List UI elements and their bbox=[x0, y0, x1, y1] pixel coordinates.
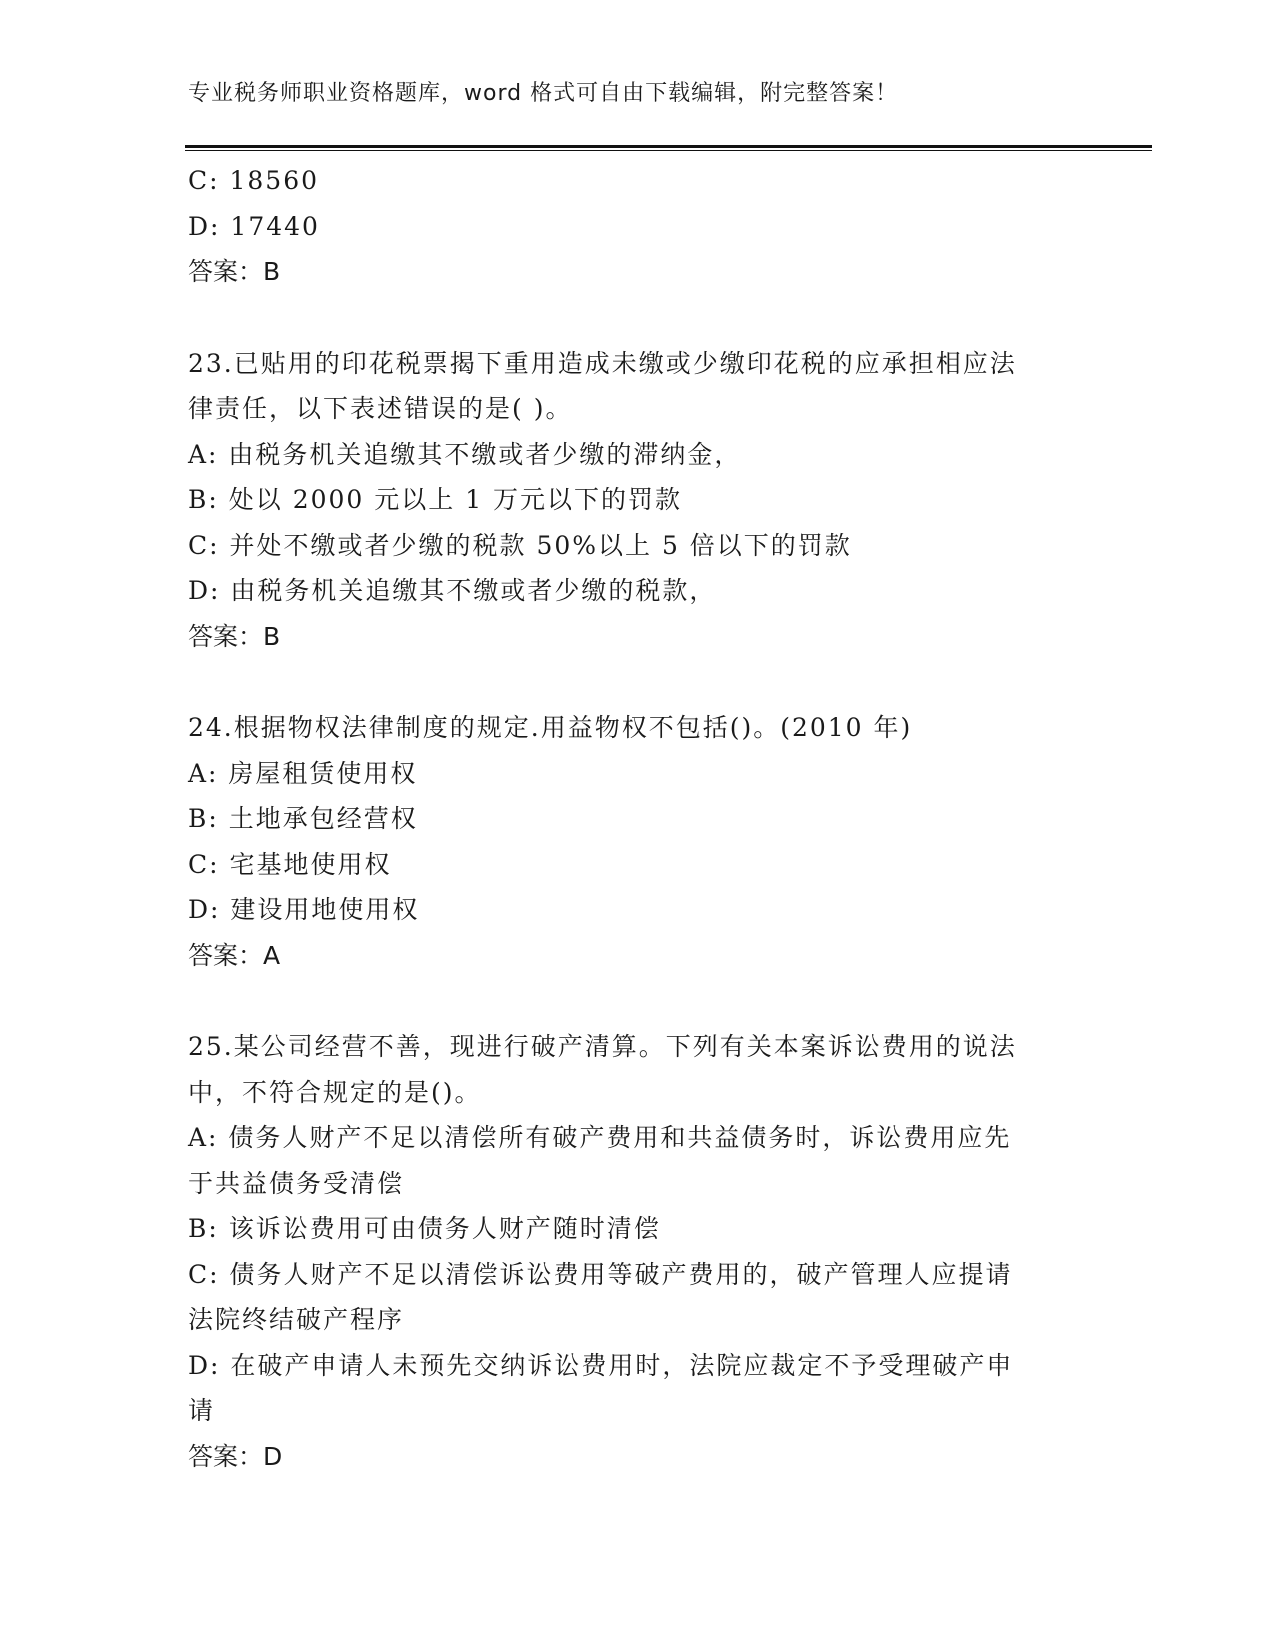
question-block bbox=[188, 158, 1088, 295]
option-line: B: 土地承包经营权 bbox=[188, 804, 418, 833]
option-line: D: 由税务机关追缴其不缴或者少缴的税款， bbox=[188, 576, 717, 605]
question-text: 25.某公司经营不善，现进行破产清算。下列有关本案诉讼费用的说法 bbox=[188, 1032, 1017, 1061]
option-line: A: 债务人财产不足以清偿所有破产费用和共益债务时，诉讼费用应先 bbox=[188, 1123, 1012, 1152]
header-rule-thick bbox=[185, 145, 1152, 148]
option-line: 于共益债务受清偿 bbox=[188, 1168, 405, 1198]
option-line: C: 18560 bbox=[188, 166, 320, 195]
option-line: C: 债务人财产不足以清偿诉讼费用等破产费用的，破产管理人应提请 bbox=[188, 1259, 1013, 1289]
page-header: 专业税务师职业资格题库，word 格式可自由下载编辑，附完整答案！ bbox=[188, 81, 899, 106]
option-line: B: 该诉讼费用可由债务人财产随时清偿 bbox=[188, 1214, 661, 1243]
question-block bbox=[188, 341, 1088, 660]
question-text: 24.根据物权法律制度的规定.用益物权不包括()。(2010 年) bbox=[188, 713, 913, 742]
option-line: D: 17440 bbox=[188, 211, 320, 241]
answer-line: 答案：D bbox=[188, 1441, 283, 1471]
answer-line: 答案：B bbox=[188, 257, 281, 286]
answer-line: 答案：A bbox=[188, 940, 281, 970]
option-line: A: 由税务机关追缴其不缴或者少缴的滞纳金， bbox=[188, 439, 742, 469]
option-line: A: 房屋租赁使用权 bbox=[188, 758, 418, 788]
question-text: 23.已贴用的印花税票揭下重用造成未缴或少缴印花税的应承担相应法 bbox=[188, 348, 1017, 378]
option-line: B: 处以 2000 元以上 1 万元以下的罚款 bbox=[188, 485, 683, 514]
question-text: 中，不符合规定的是()。 bbox=[188, 1077, 482, 1107]
question-block bbox=[188, 1024, 1088, 1479]
document-body bbox=[188, 158, 1088, 1479]
question-block bbox=[188, 705, 1088, 978]
option-line: 请 bbox=[188, 1396, 216, 1425]
option-line: C: 宅基地使用权 bbox=[188, 849, 392, 879]
option-line: D: 建设用地使用权 bbox=[188, 895, 420, 924]
option-line: C: 并处不缴或者少缴的税款 50%以上 5 倍以下的罚款 bbox=[188, 530, 852, 560]
option-line: 法院终结破产程序 bbox=[188, 1305, 405, 1334]
option-line: D: 在破产申请人未预先交纳诉讼费用时，法院应裁定不予受理破产申 bbox=[188, 1350, 1014, 1380]
question-text: 律责任，以下表述错误的是( )。 bbox=[188, 394, 573, 423]
answer-line: 答案：B bbox=[188, 621, 281, 651]
header-rule-thin bbox=[185, 150, 1152, 151]
